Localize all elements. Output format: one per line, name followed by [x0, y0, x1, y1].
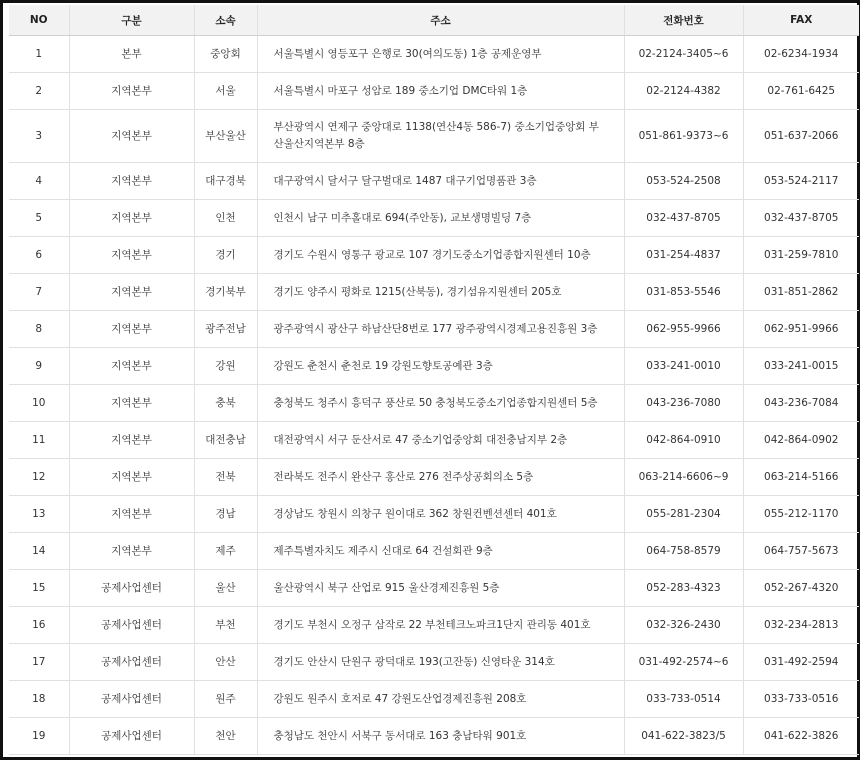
cell-type: 지역본부 — [69, 163, 194, 200]
cell-fax: 02-761-6425 — [743, 73, 859, 110]
cell-branch: 안산 — [194, 644, 257, 681]
cell-branch: 부천 — [194, 607, 257, 644]
table-row — [9, 422, 859, 459]
cell-no: 3 — [9, 110, 69, 163]
cell-address: 전라북도 전주시 완산구 홍산로 276 전주상공회의소 5층 — [257, 459, 624, 496]
cell-type: 지역본부 — [69, 422, 194, 459]
cell-phone: 063-214-6606~9 — [624, 459, 743, 496]
cell-branch: 울산 — [194, 570, 257, 607]
cell-address: 서울특별시 영등포구 은행로 30(여의도동) 1층 공제운영부 — [257, 36, 624, 73]
cell-fax: 032-234-2813 — [743, 607, 859, 644]
header-phone: 전화번호 — [624, 5, 743, 36]
cell-branch: 강원 — [194, 348, 257, 385]
cell-type: 공제사업센터 — [69, 681, 194, 718]
cell-fax: 041-622-3826 — [743, 718, 859, 755]
cell-address: 대구광역시 달서구 달구벌대로 1487 대구기업명품관 3층 — [257, 163, 624, 200]
cell-type: 지역본부 — [69, 237, 194, 274]
cell-no: 16 — [9, 607, 69, 644]
table-row — [9, 274, 859, 311]
cell-address: 서울특별시 마포구 성암로 189 중소기업 DMC타워 1층 — [257, 73, 624, 110]
cell-no: 4 — [9, 163, 69, 200]
cell-fax: 053-524-2117 — [743, 163, 859, 200]
table-row — [9, 607, 859, 644]
cell-fax: 042-864-0902 — [743, 422, 859, 459]
cell-no: 17 — [9, 644, 69, 681]
cell-address: 대전광역시 서구 둔산서로 47 중소기업중앙회 대전충남지부 2층 — [257, 422, 624, 459]
cell-type: 공제사업센터 — [69, 570, 194, 607]
office-directory-table — [9, 5, 859, 755]
cell-phone: 033-733-0514 — [624, 681, 743, 718]
header-fax: FAX — [743, 5, 859, 36]
cell-branch: 광주전남 — [194, 311, 257, 348]
cell-address: 충청남도 천안시 서북구 동서대로 163 충남타워 901호 — [257, 718, 624, 755]
cell-branch: 경기 — [194, 237, 257, 274]
cell-branch: 충북 — [194, 385, 257, 422]
cell-address: 강원도 춘천시 춘천로 19 강원도향토공예관 3층 — [257, 348, 624, 385]
cell-no: 10 — [9, 385, 69, 422]
cell-no: 19 — [9, 718, 69, 755]
table-row — [9, 110, 859, 163]
cell-address: 경기도 부천시 오정구 삼작로 22 부천테크노파크1단지 관리동 401호 — [257, 607, 624, 644]
cell-phone: 041-622-3823/5 — [624, 718, 743, 755]
cell-branch: 제주 — [194, 533, 257, 570]
cell-phone: 031-492-2574~6 — [624, 644, 743, 681]
cell-branch: 전북 — [194, 459, 257, 496]
cell-phone: 02-2124-3405~6 — [624, 36, 743, 73]
cell-branch: 대구경북 — [194, 163, 257, 200]
header-branch: 소속 — [194, 5, 257, 36]
cell-no: 5 — [9, 200, 69, 237]
cell-type: 공제사업센터 — [69, 644, 194, 681]
cell-no: 14 — [9, 533, 69, 570]
table-row — [9, 73, 859, 110]
cell-phone: 052-283-4323 — [624, 570, 743, 607]
cell-fax: 043-236-7084 — [743, 385, 859, 422]
cell-type: 지역본부 — [69, 348, 194, 385]
table-row — [9, 385, 859, 422]
cell-phone: 055-281-2304 — [624, 496, 743, 533]
cell-fax: 064-757-5673 — [743, 533, 859, 570]
table-row — [9, 348, 859, 385]
cell-address: 충청북도 청주시 흥덕구 풍산로 50 충청북도중소기업종합지원센터 5층 — [257, 385, 624, 422]
cell-branch: 인천 — [194, 200, 257, 237]
cell-fax: 031-259-7810 — [743, 237, 859, 274]
table-row — [9, 644, 859, 681]
cell-branch: 중앙회 — [194, 36, 257, 73]
cell-fax: 055-212-1170 — [743, 496, 859, 533]
cell-address: 제주특별자치도 제주시 신대로 64 건설회관 9층 — [257, 533, 624, 570]
cell-address: 경기도 안산시 단원구 광덕대로 193(고잔동) 신영타운 314호 — [257, 644, 624, 681]
cell-branch: 원주 — [194, 681, 257, 718]
cell-no: 6 — [9, 237, 69, 274]
cell-branch: 서울 — [194, 73, 257, 110]
cell-type: 지역본부 — [69, 73, 194, 110]
cell-no: 9 — [9, 348, 69, 385]
cell-type: 지역본부 — [69, 274, 194, 311]
cell-address: 경기도 수원시 영통구 광교로 107 경기도중소기업종합지원센터 10층 — [257, 237, 624, 274]
cell-phone: 051-861-9373~6 — [624, 110, 743, 163]
table-row — [9, 570, 859, 607]
cell-phone: 053-524-2508 — [624, 163, 743, 200]
cell-no: 13 — [9, 496, 69, 533]
cell-phone: 031-254-4837 — [624, 237, 743, 274]
cell-no: 12 — [9, 459, 69, 496]
cell-no: 7 — [9, 274, 69, 311]
cell-branch: 대전충남 — [194, 422, 257, 459]
cell-branch: 경남 — [194, 496, 257, 533]
cell-type: 지역본부 — [69, 459, 194, 496]
cell-fax: 031-851-2862 — [743, 274, 859, 311]
cell-address: 울산광역시 북구 산업로 915 울산경제진흥원 5층 — [257, 570, 624, 607]
cell-fax: 063-214-5166 — [743, 459, 859, 496]
cell-branch: 천안 — [194, 718, 257, 755]
cell-no: 11 — [9, 422, 69, 459]
cell-fax: 033-241-0015 — [743, 348, 859, 385]
cell-address: 인천시 남구 미추홀대로 694(주안동), 교보생명빌딩 7층 — [257, 200, 624, 237]
table-row — [9, 311, 859, 348]
table-row — [9, 718, 859, 755]
cell-fax: 051-637-2066 — [743, 110, 859, 163]
table-row — [9, 533, 859, 570]
cell-type: 공제사업센터 — [69, 718, 194, 755]
cell-no: 1 — [9, 36, 69, 73]
cell-no: 8 — [9, 311, 69, 348]
cell-address: 강원도 원주시 호저로 47 강원도산업경제진흥원 208호 — [257, 681, 624, 718]
cell-phone: 062-955-9966 — [624, 311, 743, 348]
cell-address: 경기도 양주시 평화로 1215(산북동), 경기섬유지원센터 205호 — [257, 274, 624, 311]
cell-branch: 경기북부 — [194, 274, 257, 311]
cell-type: 본부 — [69, 36, 194, 73]
header-type: 구분 — [69, 5, 194, 36]
table-row — [9, 496, 859, 533]
table-row — [9, 200, 859, 237]
cell-type: 지역본부 — [69, 385, 194, 422]
cell-phone: 043-236-7080 — [624, 385, 743, 422]
cell-fax: 02-6234-1934 — [743, 36, 859, 73]
cell-no: 2 — [9, 73, 69, 110]
cell-no: 15 — [9, 570, 69, 607]
table-row — [9, 36, 859, 73]
cell-phone: 032-437-8705 — [624, 200, 743, 237]
cell-fax: 052-267-4320 — [743, 570, 859, 607]
table-row — [9, 459, 859, 496]
cell-phone: 031-853-5546 — [624, 274, 743, 311]
cell-no: 18 — [9, 681, 69, 718]
table-row — [9, 237, 859, 274]
cell-phone: 064-758-8579 — [624, 533, 743, 570]
header-no: NO — [9, 5, 69, 36]
cell-phone: 033-241-0010 — [624, 348, 743, 385]
cell-address: 경상남도 창원시 의창구 원이대로 362 창원컨벤션센터 401호 — [257, 496, 624, 533]
header-address: 주소 — [257, 5, 624, 36]
cell-type: 지역본부 — [69, 110, 194, 163]
cell-phone: 042-864-0910 — [624, 422, 743, 459]
cell-type: 지역본부 — [69, 533, 194, 570]
table-row — [9, 163, 859, 200]
cell-type: 공제사업센터 — [69, 607, 194, 644]
cell-phone: 02-2124-4382 — [624, 73, 743, 110]
cell-phone: 032-326-2430 — [624, 607, 743, 644]
cell-branch: 부산울산 — [194, 110, 257, 163]
cell-type: 지역본부 — [69, 200, 194, 237]
table-row — [9, 681, 859, 718]
cell-fax: 033-733-0516 — [743, 681, 859, 718]
cell-fax: 031-492-2594 — [743, 644, 859, 681]
cell-type: 지역본부 — [69, 496, 194, 533]
cell-type: 지역본부 — [69, 311, 194, 348]
cell-address: 부산광역시 연제구 중앙대로 1138(연산4동 586-7) 중소기업중앙회 부산울산지역본부 8층 — [257, 110, 624, 163]
cell-fax: 032-437-8705 — [743, 200, 859, 237]
table-header-row — [9, 5, 859, 36]
cell-address: 광주광역시 광산구 하남산단8번로 177 광주광역시경제고용진흥원 3층 — [257, 311, 624, 348]
cell-fax: 062-951-9966 — [743, 311, 859, 348]
